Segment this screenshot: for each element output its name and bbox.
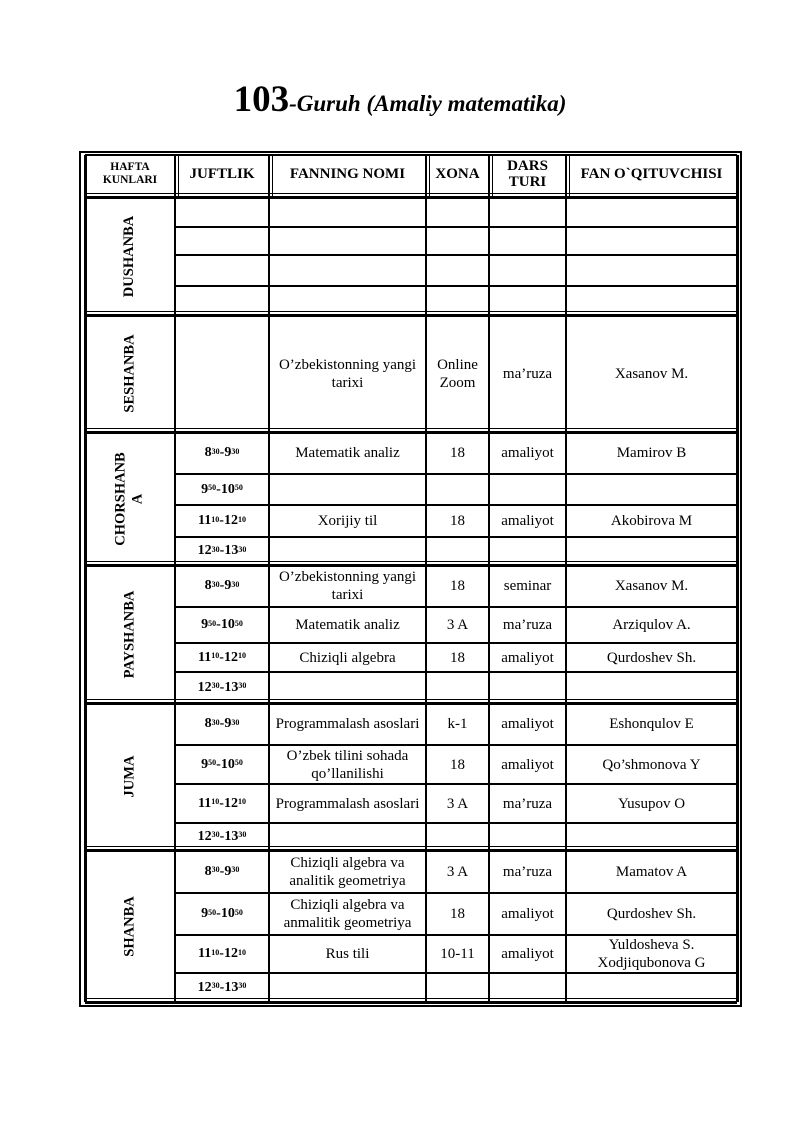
room: Online Zoom [437,356,478,391]
lesson-type: amaliyot [501,513,554,529]
subject-name: Xorijiy til [317,513,378,529]
day-label [85,565,175,703]
header-hafta-kunlari: HAFTA KUNLARI [102,161,158,186]
time-slot: 11 $^{10}$ -12 $^{10}$ [198,649,246,665]
time-slot: 9 $^{50}$ -10 $^{50}$ [201,906,243,921]
lesson-type: ma’ruza [502,617,553,633]
teacher-name: Qurdoshev Sh. [606,649,697,666]
subject-name [269,227,426,255]
subject-name: Programmalash asoslari [275,795,420,812]
teacher-name: Xasanov M. [614,578,689,594]
room [426,474,489,505]
subject-name: Matematik analiz [295,617,400,633]
room [426,197,489,227]
lesson-type: seminar [503,578,552,594]
lesson-type [489,197,566,227]
time-slot: 11 $^{10}$ -12 $^{10}$ [198,795,246,811]
teacher-name: Qurdoshev Sh. [606,906,697,922]
time-slot: 12 $^{30}$ -13 $^{30}$ [197,543,247,558]
header-xona: XONA [435,166,480,182]
lesson-type [489,823,566,850]
subject-name: Chiziqli algebra [299,649,396,666]
time-slot: 9 $^{50}$ -10 $^{50}$ [201,756,243,772]
day-label [85,703,175,850]
room [426,973,489,1002]
group-number: 103 [233,79,290,120]
lesson-type: amaliyot [501,649,554,666]
subject-name: Chiziqli algebra va analitik geometriya [289,854,406,889]
lesson-type: amaliyot [501,756,554,773]
room: 3 A [446,863,469,880]
room: k-1 [447,716,468,732]
subject-name: Programmalash asoslari [275,716,420,732]
day-name: SHANBA [121,895,138,957]
subject-name: O’zbekistonning yangi tarixi [278,356,417,391]
time-slot: 9 $^{50}$ -10 $^{50}$ [201,481,243,497]
lesson-type: amaliyot [501,716,554,732]
day-name: DUSHANBA [121,215,138,297]
time-slot: 12 $^{30}$ -13 $^{30}$ [197,679,247,695]
teacher-name: Yusupov O [617,795,686,812]
teacher-name [566,973,737,1002]
teacher-name: Mamirov B [616,445,687,461]
room: 18 [450,649,465,666]
subject-name [269,823,426,850]
subject-name [269,537,426,565]
lesson-type: amaliyot [501,906,554,922]
teacher-name: Qo’shmonova Y [602,756,701,773]
teacher-name: Xasanov M. [614,365,689,382]
room [426,255,489,286]
group-name: -Guruh (Amaliy matematika) [289,91,567,116]
room [426,227,489,255]
subject-name [269,474,426,505]
day-name: CHORSHANB A [113,451,146,546]
room: 3 A [446,795,469,812]
teacher-name [566,197,737,227]
day-label [85,197,175,315]
room [426,823,489,850]
lesson-type: ma’ruza [502,365,553,382]
time-slot [175,197,269,227]
room: 18 [450,513,465,529]
subject-name: O’zbek tilini sohada qo’llanilishi [286,747,409,782]
day-name: PAYSHANBA [121,590,138,678]
subject-name: Chiziqli algebra va anmalitik geometriya [283,897,412,931]
time-slot [175,255,269,286]
time-slot [175,315,269,432]
lesson-type: ma’ruza [502,795,553,812]
teacher-name [566,286,737,315]
room: 18 [450,578,465,594]
header-fanning-nomi: FANNING NOMI [289,166,406,182]
subject-name: Rus tili [325,946,370,962]
teacher-name: Arziqulov A. [612,617,691,633]
teacher-name [566,474,737,505]
lesson-type: ma’ruza [502,863,553,880]
time-slot: 11 $^{10}$ -12 $^{10}$ [198,513,246,528]
time-slot [175,227,269,255]
day-label [85,315,175,432]
lesson-type [489,227,566,255]
lesson-type [489,537,566,565]
day-label [85,432,175,565]
room: 10-11 [440,946,475,962]
time-slot: 12 $^{30}$ -13 $^{30}$ [197,979,247,995]
lesson-type [489,973,566,1002]
teacher-name: Eshonqulov E [609,716,694,732]
subject-name [269,255,426,286]
teacher-name [566,672,737,703]
lesson-type [489,286,566,315]
page-title [0,78,800,121]
room: 18 [450,756,465,773]
time-slot: 12 $^{30}$ -13 $^{30}$ [197,828,247,844]
header-juftlik: JUFTLIK [189,166,255,182]
time-slot: 8 $^{30}$ -9 $^{30}$ [204,863,240,879]
subject-name: Matematik analiz [295,445,400,461]
room [426,672,489,703]
room: 18 [450,445,465,461]
subject-name [269,672,426,703]
teacher-name [566,227,737,255]
room [426,286,489,315]
teacher-name: Yuldosheva S. Xodjiqubonova G [597,937,706,971]
header-fan-oqituvchisi: FAN O`QITUVCHISI [580,166,723,182]
time-slot: 9 $^{50}$ -10 $^{50}$ [201,617,243,632]
lesson-type [489,672,566,703]
room [426,537,489,565]
teacher-name [566,255,737,286]
day-label [85,850,175,1002]
room: 18 [450,906,465,922]
time-slot: 11 $^{10}$ -12 $^{10}$ [198,946,246,961]
time-slot [175,286,269,315]
lesson-type [489,255,566,286]
day-name: JUMA [121,755,138,798]
lesson-type: amaliyot [501,946,554,962]
subject-name [269,286,426,315]
day-name: SESHANBA [121,334,138,413]
time-slot: 8 $^{30}$ -9 $^{30}$ [204,716,240,731]
teacher-name [566,537,737,565]
subject-name [269,197,426,227]
subject-name: O’zbekistonning yangi tarixi [278,569,417,603]
header-dars-turi: DARS TURI [507,158,548,190]
lesson-type: amaliyot [501,445,554,461]
teacher-name [566,823,737,850]
teacher-name: Akobirova M [610,513,693,529]
teacher-name: Mamatov A [615,863,688,880]
time-slot: 8 $^{30}$ -9 $^{30}$ [204,578,240,593]
lesson-type [489,474,566,505]
room: 3 A [446,617,469,633]
subject-name [269,973,426,1002]
time-slot: 8 $^{30}$ -9 $^{30}$ [204,445,240,460]
